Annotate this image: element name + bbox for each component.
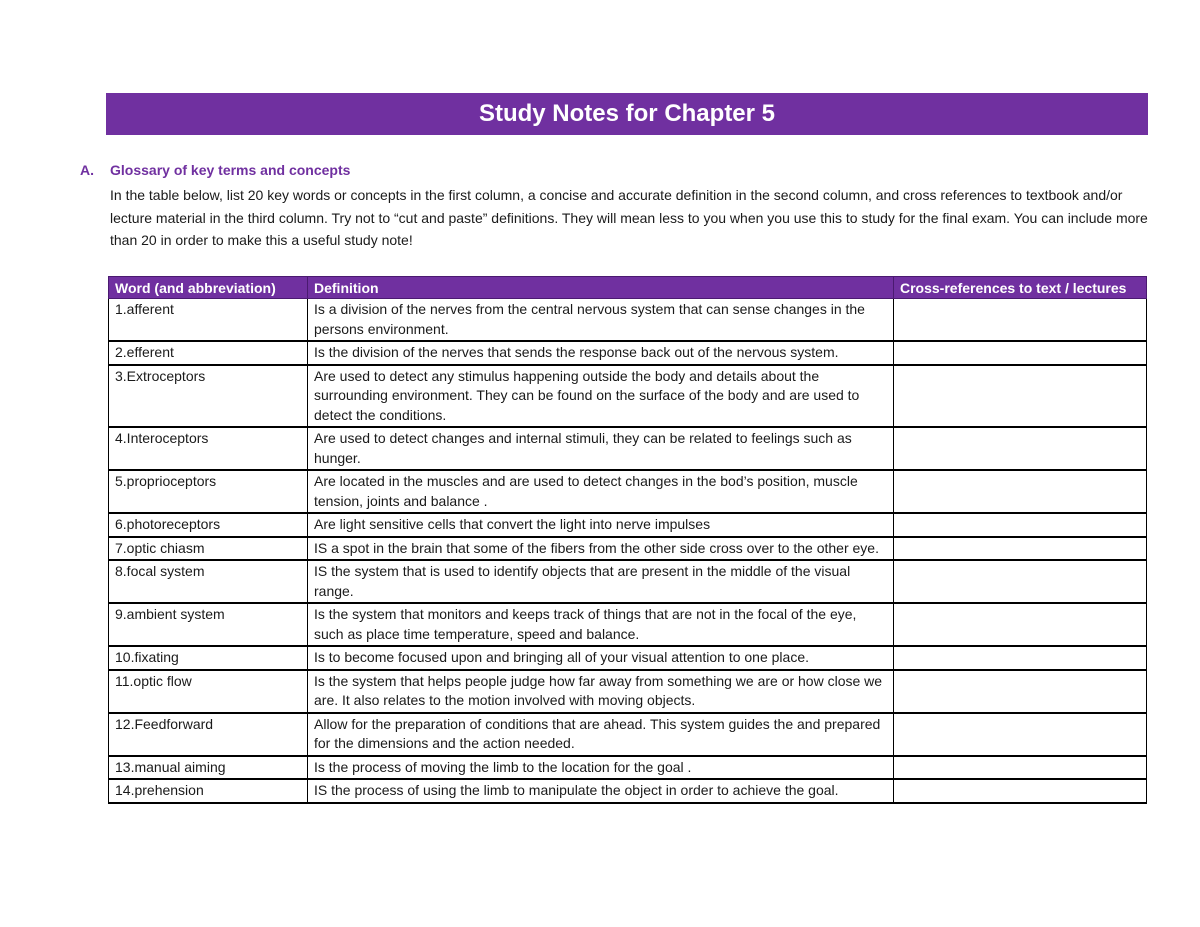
word-cell: 5.proprioceptors (109, 470, 308, 513)
page-title-text: Study Notes for Chapter 5 (478, 100, 776, 127)
table-row (109, 779, 1147, 803)
word-cell: 2.efferent (109, 341, 308, 365)
xref-cell[interactable] (894, 560, 1147, 603)
definition-cell: IS the system that is used to identify objects that are present in the middle of the visual range. (308, 560, 894, 603)
column-header-xref: Cross-references to text / lectures (894, 277, 1147, 299)
instructions-paragraph: In the table below, list 20 key words or concepts in the first column, a concise and accurate definition in the second column, and cross references to textbook and/or lecture material in the third column. Try not to “cut and paste” definitions. They will mean less to you when you use this to study for the final exam. You can include more than 20 in order to make this a useful study note! (110, 187, 1148, 248)
xref-cell[interactable] (894, 537, 1147, 561)
definition-cell: Is to become focused upon and bringing all of your visual attention to one place. (308, 646, 894, 670)
page-title (106, 93, 1148, 135)
definition-cell: Are light sensitive cells that convert the light into nerve impulses (308, 513, 894, 537)
table-row (109, 713, 1147, 756)
xref-cell[interactable] (894, 513, 1147, 537)
table-header-row (109, 277, 1147, 299)
column-header-word: Word (and abbreviation) (109, 277, 308, 299)
section-heading-text: Glossary of key terms and concepts (110, 162, 351, 178)
definition-cell: Is the system that monitors and keeps track of things that are not in the focal of the eye, such as place time temperature, speed and balance. (308, 603, 894, 646)
word-cell: 14.prehension (109, 779, 308, 803)
xref-cell[interactable] (894, 713, 1147, 756)
xref-cell[interactable] (894, 670, 1147, 713)
definition-cell: Is the system that helps people judge how far away from something we are or how close we are. It also relates to the motion involved with moving objects. (308, 670, 894, 713)
table-row (109, 537, 1147, 561)
table-row (109, 365, 1147, 428)
word-cell: 10.fixating (109, 646, 308, 670)
definition-cell: Is a division of the nerves from the central nervous system that can sense changes in the persons environment. (308, 299, 894, 342)
section-letter: A. (80, 162, 94, 178)
glossary-table (108, 276, 1147, 804)
definition-cell: Is the division of the nerves that sends the response back out of the nervous system. (308, 341, 894, 365)
xref-cell[interactable] (894, 365, 1147, 428)
word-cell: 12.Feedforward (109, 713, 308, 756)
word-cell: 9.ambient system (109, 603, 308, 646)
word-cell: 4.Interoceptors (109, 427, 308, 470)
xref-cell[interactable] (894, 470, 1147, 513)
definition-cell: Are used to detect changes and internal stimuli, they can be related to feelings such as hunger. (308, 427, 894, 470)
word-cell: 7.optic chiasm (109, 537, 308, 561)
section-heading (80, 162, 350, 178)
word-cell: 13.manual aiming (109, 756, 308, 780)
table-row (109, 513, 1147, 537)
definition-cell: Are used to detect any stimulus happening outside the body and details about the surrounding environment. They can be found on the surface of the body and are used to detect the conditions. (308, 365, 894, 428)
word-cell: 6.photoreceptors (109, 513, 308, 537)
xref-cell[interactable] (894, 427, 1147, 470)
definition-cell: Is the process of moving the limb to the location for the goal . (308, 756, 894, 780)
table-row (109, 756, 1147, 780)
xref-cell[interactable] (894, 603, 1147, 646)
xref-cell[interactable] (894, 299, 1147, 342)
xref-cell[interactable] (894, 779, 1147, 803)
word-cell: 1.afferent (109, 299, 308, 342)
table-row (109, 670, 1147, 713)
table-row (109, 560, 1147, 603)
table-row (109, 646, 1147, 670)
column-header-definition: Definition (308, 277, 894, 299)
table-row (109, 470, 1147, 513)
definition-cell: Are located in the muscles and are used to detect changes in the bod’s position, muscle tension, joints and balance . (308, 470, 894, 513)
xref-cell[interactable] (894, 756, 1147, 780)
xref-cell[interactable] (894, 341, 1147, 365)
word-cell: 3.Extroceptors (109, 365, 308, 428)
definition-cell: Allow for the preparation of conditions that are ahead. This system guides the and prepared for the dimensions and the action needed. (308, 713, 894, 756)
table-row (109, 427, 1147, 470)
table-row (109, 603, 1147, 646)
definition-cell: IS a spot in the brain that some of the fibers from the other side cross over to the other eye. (308, 537, 894, 561)
table-row (109, 299, 1147, 342)
word-cell: 11.optic flow (109, 670, 308, 713)
word-cell: 8.focal system (109, 560, 308, 603)
table-row (109, 341, 1147, 365)
xref-cell[interactable] (894, 646, 1147, 670)
definition-cell: IS the process of using the limb to manipulate the object in order to achieve the goal. (308, 779, 894, 803)
